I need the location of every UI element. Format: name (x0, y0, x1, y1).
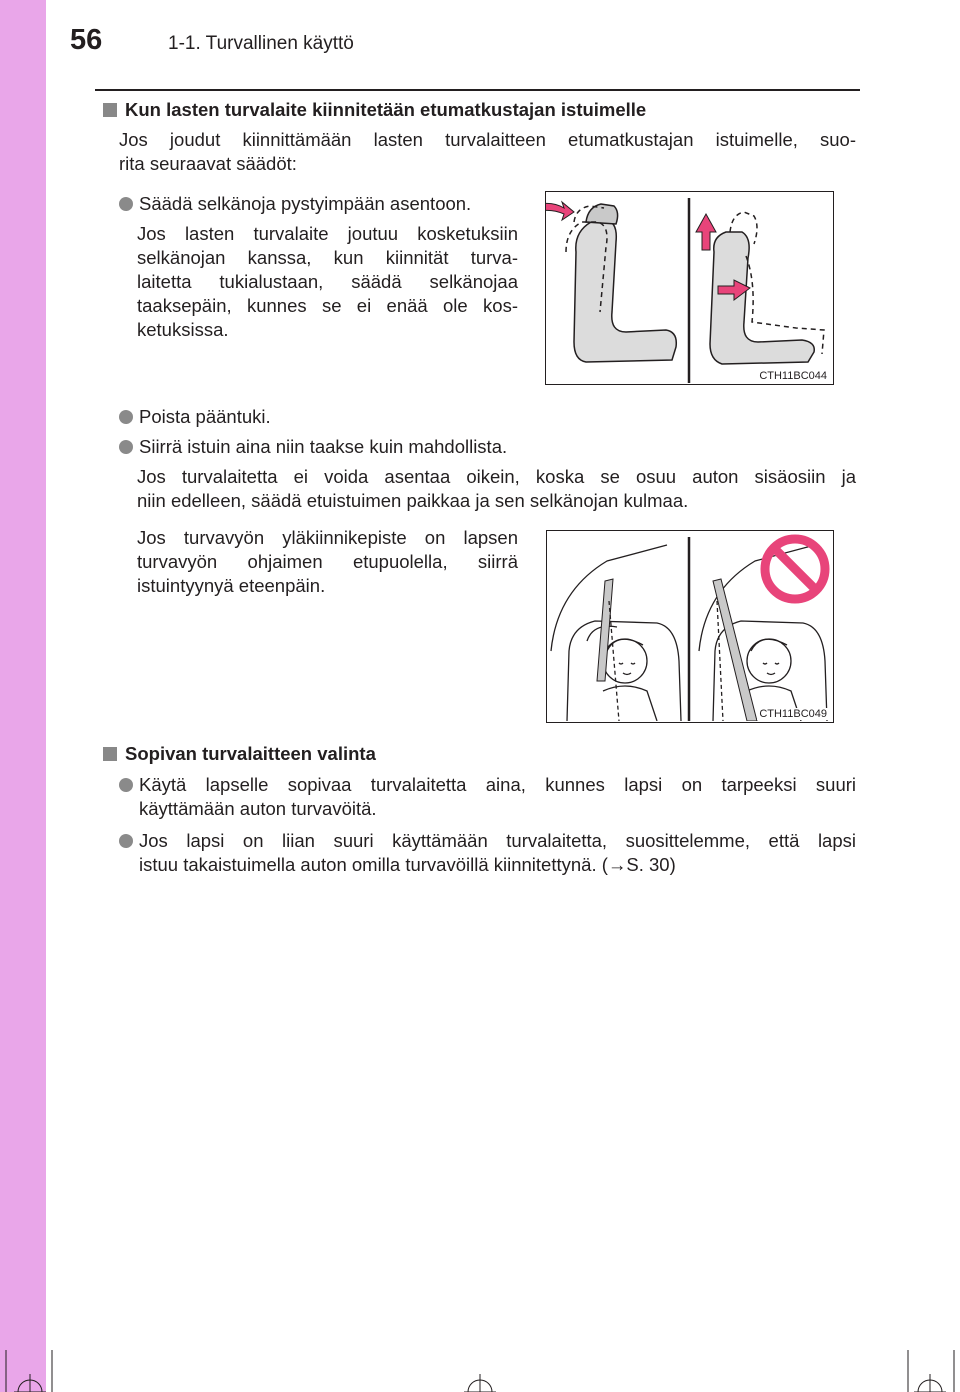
seat-illustration (546, 192, 832, 383)
bullet-seat-back: Siirrä istuin aina niin taakse kuin mahdollista. (139, 436, 508, 457)
seat-adjustment-figure (545, 191, 834, 385)
square-bullet-icon (103, 747, 117, 761)
child-belt-illustration (547, 531, 832, 721)
registration-marks (0, 1350, 960, 1392)
child-belt-figure (546, 530, 834, 723)
section1-intro-line1: Jos joudut kiinnittämään lasten turvalaitteen etumatkustajan istuimelle, suo- (119, 129, 856, 150)
prohibition-icon (765, 539, 825, 599)
bullet-headrest: Poista pääntuki. (139, 406, 271, 427)
section-title: 1-1. Turvallinen käyttö (168, 33, 354, 54)
figure-code: CTH11BC049 (759, 708, 827, 720)
section2-heading: Sopivan turvalaitteen valinta (103, 743, 376, 765)
bullet-dot-icon (119, 440, 133, 454)
figure-code: CTH11BC044 (759, 370, 827, 382)
section1-heading: Kun lasten turvalaite kiinnitetään etumatkustajan istuimelle (103, 99, 646, 121)
section1-intro-line2: rita seuraavat säädöt: (119, 153, 297, 174)
bullet-backrest: Säädä selkänoja pystyimpään asentoon. (139, 193, 472, 214)
square-bullet-icon (103, 103, 117, 117)
bullet-dot-icon (119, 197, 133, 211)
bullet-dot-icon (119, 834, 133, 848)
header-divider (95, 89, 860, 91)
section-color-bar (0, 0, 46, 1392)
page-number: 56 (70, 24, 103, 56)
bullet-dot-icon (119, 410, 133, 424)
bullet-dot-icon (119, 778, 133, 792)
